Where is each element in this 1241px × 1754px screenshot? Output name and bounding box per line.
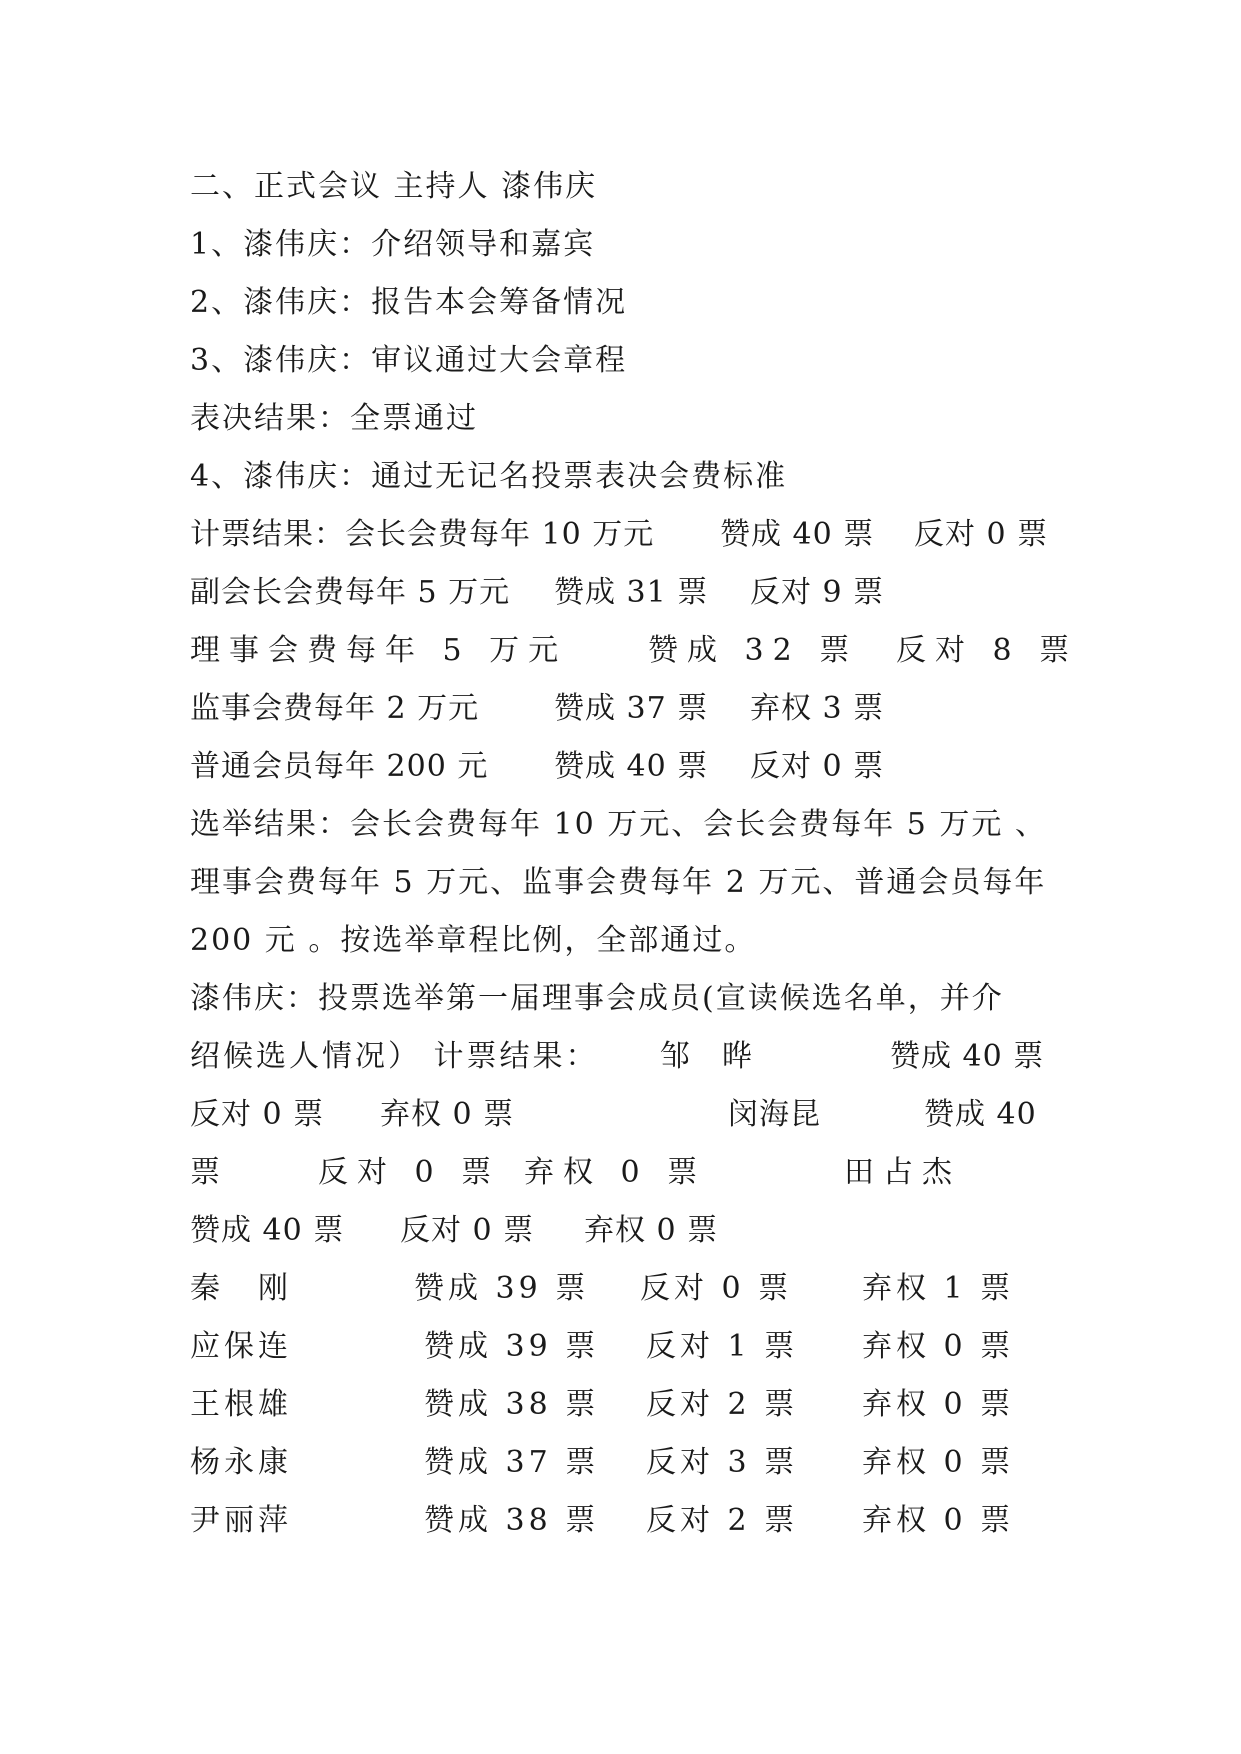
vote-result-line: 表决结果：全票通过: [190, 401, 478, 436]
vote-approve: 赞成 40 票: [190, 1213, 345, 1248]
candidate-name: 邹 晔: [660, 1039, 753, 1074]
candidate-row: [190, 1260, 1050, 1318]
vote-oppose: 反对 0 票: [318, 1155, 501, 1190]
fee-approve: 赞成 40 票: [554, 749, 709, 784]
vote-abstain: 弃权 0 票: [862, 1329, 1015, 1364]
vote-unit: 票: [190, 1155, 229, 1190]
vote-oppose: 反对 0 票: [400, 1213, 535, 1248]
fee-item: 普通会员每年 200 元: [190, 749, 489, 784]
vote-approve: 赞成 40: [924, 1097, 1037, 1132]
candidate-row: [190, 1376, 1050, 1434]
fee-result-row: [190, 622, 1079, 680]
agenda-item-2: 2、漆伟庆：报告本会筹备情况: [190, 285, 628, 320]
fee-item: 理事会费每年 5 万元: [190, 633, 568, 668]
candidate-row: [190, 1318, 1050, 1376]
fee-approve: 赞成 37 票: [554, 691, 709, 726]
candidate-name: 应保连: [190, 1329, 292, 1364]
candidate-name: 秦 刚: [190, 1271, 292, 1306]
fee-approve: 赞成 40 票: [720, 517, 875, 552]
board-vote-line: [190, 1144, 1050, 1202]
election-result-line: 200 元 。按选举章程比例，全部通过。: [190, 923, 757, 958]
vote-approve: 赞成 39 票: [424, 1329, 600, 1364]
fee-approve: 赞成 32 票: [648, 633, 859, 668]
vote-oppose: 反对 1 票: [646, 1329, 799, 1364]
vote-approve: 赞成 38 票: [424, 1387, 600, 1422]
section-heading: 二、正式会议 主持人 漆伟庆: [190, 169, 598, 204]
vote-approve: 赞成 38 票: [424, 1503, 600, 1538]
board-vote-line: [190, 1028, 1050, 1086]
vote-abstain: 弃权 0 票: [862, 1387, 1015, 1422]
fee-oppose: 反对 8 票: [896, 633, 1079, 668]
fee-item: 计票结果：会长会费每年 10 万元: [190, 517, 655, 552]
vote-oppose: 反对 3 票: [646, 1445, 799, 1480]
fee-result-row: [190, 738, 1050, 796]
candidate-name: 田占杰: [844, 1155, 961, 1190]
fee-oppose: 反对 0 票: [750, 749, 885, 784]
agenda-item-1: 1、漆伟庆：介绍领导和嘉宾: [190, 227, 596, 262]
candidate-row: [190, 1434, 1050, 1492]
vote-abstain: 弃权 1 票: [862, 1271, 1015, 1306]
document-body: [190, 158, 1079, 1550]
vote-approve: 赞成 40 票: [890, 1039, 1045, 1074]
vote-oppose: 反对 2 票: [646, 1387, 799, 1422]
fee-oppose: 反对 0 票: [914, 517, 1049, 552]
vote-oppose: 反对 0 票: [640, 1271, 793, 1306]
fee-result-row: [190, 680, 1050, 738]
election-result-line: 选举结果：会长会费每年 10 万元、会长会费每年 5 万元 、: [190, 807, 1047, 842]
vote-approve: 赞成 37 票: [424, 1445, 600, 1480]
vote-abstain: 弃权 0 票: [862, 1503, 1015, 1538]
candidate-row: [190, 1492, 1050, 1550]
fee-result-row: [190, 506, 1050, 564]
board-vote-intro: 漆伟庆：投票选举第一届理事会成员(宣读候选名单，并介: [190, 981, 1004, 1016]
board-vote-line: [190, 1086, 1050, 1144]
candidate-name: 闵海昆: [728, 1097, 821, 1132]
fee-item: 监事会费每年 2 万元: [190, 691, 480, 726]
board-vote-line: [190, 1202, 1050, 1260]
fee-item: 副会长会费每年 5 万元: [190, 575, 511, 610]
agenda-item-4: 4、漆伟庆：通过无记名投票表决会费标准: [190, 459, 788, 494]
fee-result-row: [190, 564, 1050, 622]
agenda-item-3: 3、漆伟庆：审议通过大会章程: [190, 343, 628, 378]
fee-abstain: 弃权 3 票: [750, 691, 885, 726]
vote-abstain: 弃权 0 票: [584, 1213, 719, 1248]
candidate-name: 王根雄: [190, 1387, 292, 1422]
candidate-name: 杨永康: [190, 1445, 292, 1480]
candidate-name: 尹丽萍: [190, 1503, 292, 1538]
vote-abstain: 弃权 0 票: [524, 1155, 707, 1190]
election-result-line: 理事会费每年 5 万元、监事会费每年 2 万元、普通会员每年: [190, 865, 1047, 900]
fee-approve: 赞成 31 票: [554, 575, 709, 610]
vote-oppose: 反对 0 票: [190, 1097, 325, 1132]
vote-abstain: 弃权 0 票: [862, 1445, 1015, 1480]
fee-oppose: 反对 9 票: [750, 575, 885, 610]
vote-abstain: 弃权 0 票: [380, 1097, 515, 1132]
vote-intro-text: 绍候选人情况） 计票结果：: [190, 1039, 599, 1074]
vote-oppose: 反对 2 票: [646, 1503, 799, 1538]
vote-approve: 赞成 39 票: [414, 1271, 590, 1306]
